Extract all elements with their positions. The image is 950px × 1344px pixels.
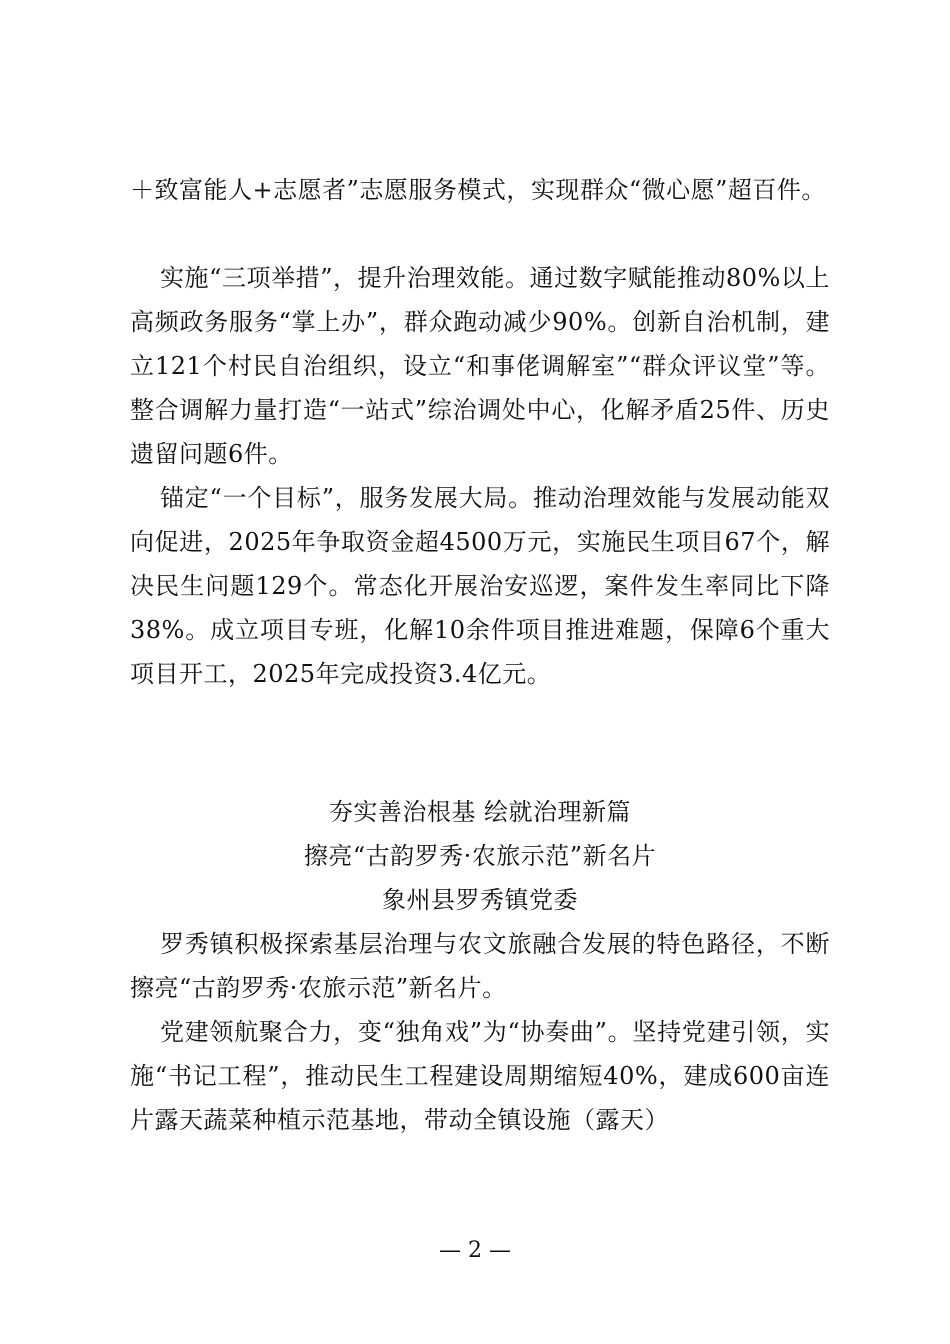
body-paragraph: ＋致富能人+志愿者”志愿服务模式，实现群众“微心愿”超百件。	[130, 176, 826, 204]
article-subtitle: 擦亮“古韵罗秀·农旅示范”新名片	[303, 842, 657, 870]
body-paragraph: 党建领航聚合力，变“独角戏”为“协奏曲”。坚持党建引领，实施“书记工程”，推动民生工程建设周期缩短40%，建成600亩连片露天蔬菜种植示范基地，带动全镇设施（露天）	[130, 1018, 830, 1134]
article-title: 夯实善治根基 绘就治理新篇	[328, 798, 632, 826]
body-paragraph: 罗秀镇积极探索基层治理与农文旅融合发展的特色路径，不断擦亮“古韵罗秀·农旅示范”新名片。	[130, 930, 830, 1002]
body-paragraph: 实施“三项举措”，提升治理效能。通过数字赋能推动80%以上高频政务服务“掌上办”，群众跑动减少90%。创新自治机制，建立121个村民自治组织，设立“和事佬调解室”“群众评议堂”等。整合调解力量打造“一站式”综治调处中心，化解矛盾25件、历史遗留问题6件。	[130, 264, 830, 468]
article-author: 象州县罗秀镇党委	[382, 886, 578, 914]
page-number: — 2 —	[439, 1238, 511, 1263]
body-paragraph: 锚定“一个目标”，服务发展大局。推动治理效能与发展动能双向促进，2025年争取资金超4500万元，实施民生项目67个，解决民生问题129个。常态化开展治安巡逻，案件发生率同比下降38%。成立项目专班，化解10余件项目推进难题，保障6个重大项目开工，2025年完成投资3.4亿元。	[130, 484, 830, 688]
